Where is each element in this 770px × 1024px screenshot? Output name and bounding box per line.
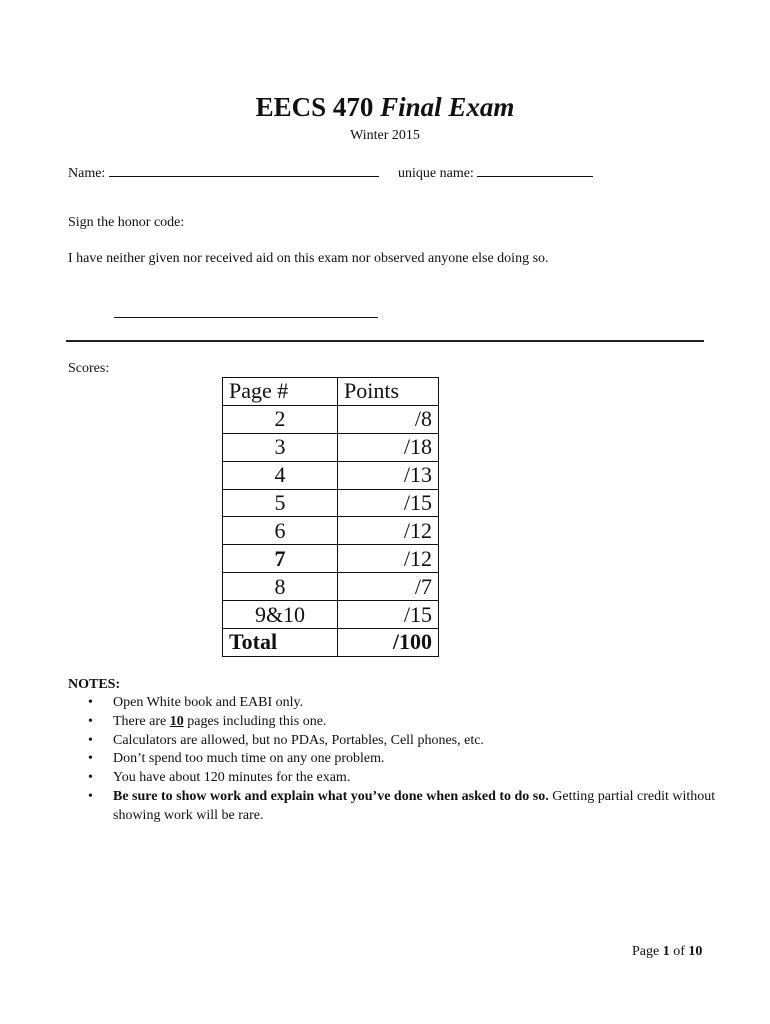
bullet-icon: • — [88, 788, 93, 804]
bullet-icon: • — [88, 751, 93, 767]
honor-code-prompt: Sign the honor code: — [68, 215, 185, 230]
section-divider — [66, 340, 704, 342]
bullet-icon: • — [88, 713, 93, 729]
page-cell: 8 — [223, 573, 338, 601]
current-page: 1 — [662, 944, 670, 959]
total-pages: 10 — [688, 944, 703, 959]
exam-term: Winter 2015 — [350, 128, 420, 143]
points-cell: /13 — [338, 461, 439, 489]
note-text-after: pages including this one. — [183, 713, 327, 729]
exam-title — [0, 92, 770, 123]
page-cell: 4 — [223, 461, 338, 489]
notes-list — [68, 694, 743, 826]
page-cell: 9&10 — [223, 601, 338, 629]
name-label: Name: — [68, 166, 106, 181]
points-cell: /8 — [338, 405, 439, 433]
bullet-icon: • — [88, 770, 93, 786]
total-label: Total — [223, 629, 338, 657]
table-row — [223, 573, 439, 601]
table-row — [223, 601, 439, 629]
page-number — [632, 944, 702, 960]
page-count: 10 — [169, 713, 184, 729]
signature-line[interactable] — [114, 317, 378, 318]
note-text-rest: Getting partial credit without showing work will be rare. — [113, 788, 716, 823]
table-row — [223, 517, 439, 545]
page-cell: 7 — [223, 545, 338, 573]
points-cell: /15 — [338, 601, 439, 629]
table-row — [223, 433, 439, 461]
list-item — [88, 732, 743, 751]
honor-code-statement: I have neither given nor received aid on this exam nor observed anyone else doing so. — [68, 251, 549, 266]
note-text: Open White book and EABI only. — [113, 695, 304, 710]
note-text: You have about 120 minutes for the exam. — [113, 770, 351, 786]
points-column-header: Points — [338, 378, 439, 406]
page-column-header: Page # — [223, 378, 338, 406]
note-emphasis: Be sure to show work and explain what you’ve done when asked to do so. — [113, 788, 549, 804]
list-item — [88, 713, 743, 732]
table-row — [223, 405, 439, 433]
list-item — [88, 750, 743, 769]
unique-name-row — [398, 162, 593, 182]
table-row — [223, 545, 439, 573]
total-row — [223, 629, 439, 657]
list-item — [88, 788, 743, 826]
name-row — [68, 162, 379, 182]
table-row — [223, 489, 439, 517]
note-text-before: There are — [113, 713, 170, 729]
page-cell: 2 — [223, 405, 338, 433]
unique-name-field[interactable] — [477, 162, 593, 177]
points-cell: /12 — [338, 517, 439, 545]
bullet-icon: • — [88, 732, 93, 748]
list-item — [88, 769, 743, 788]
total-points: /100 — [338, 629, 439, 657]
page-cell: 6 — [223, 517, 338, 545]
scores-header-row — [223, 378, 439, 406]
notes-heading: NOTES: — [68, 677, 121, 692]
list-item — [88, 694, 743, 713]
table-row — [223, 461, 439, 489]
note-text: Don’t spend too much time on any one problem. — [113, 751, 385, 767]
points-cell: /12 — [338, 545, 439, 573]
exam-type: Final Exam — [380, 92, 515, 122]
points-cell: /15 — [338, 489, 439, 517]
course-code: EECS 470 — [255, 92, 381, 122]
page-cell: 3 — [223, 433, 338, 461]
note-text: Calculators are allowed, but no PDAs, Portables, Cell phones, etc. — [113, 732, 484, 748]
name-field[interactable] — [109, 162, 379, 177]
unique-name-label: unique name: — [398, 166, 474, 181]
scores-label: Scores: — [68, 361, 110, 376]
page-word: Page — [632, 944, 663, 959]
scores-table — [222, 377, 439, 657]
points-cell: /7 — [338, 573, 439, 601]
bullet-icon: • — [88, 695, 93, 710]
of-word: of — [669, 944, 689, 959]
page-cell: 5 — [223, 489, 338, 517]
points-cell: /18 — [338, 433, 439, 461]
